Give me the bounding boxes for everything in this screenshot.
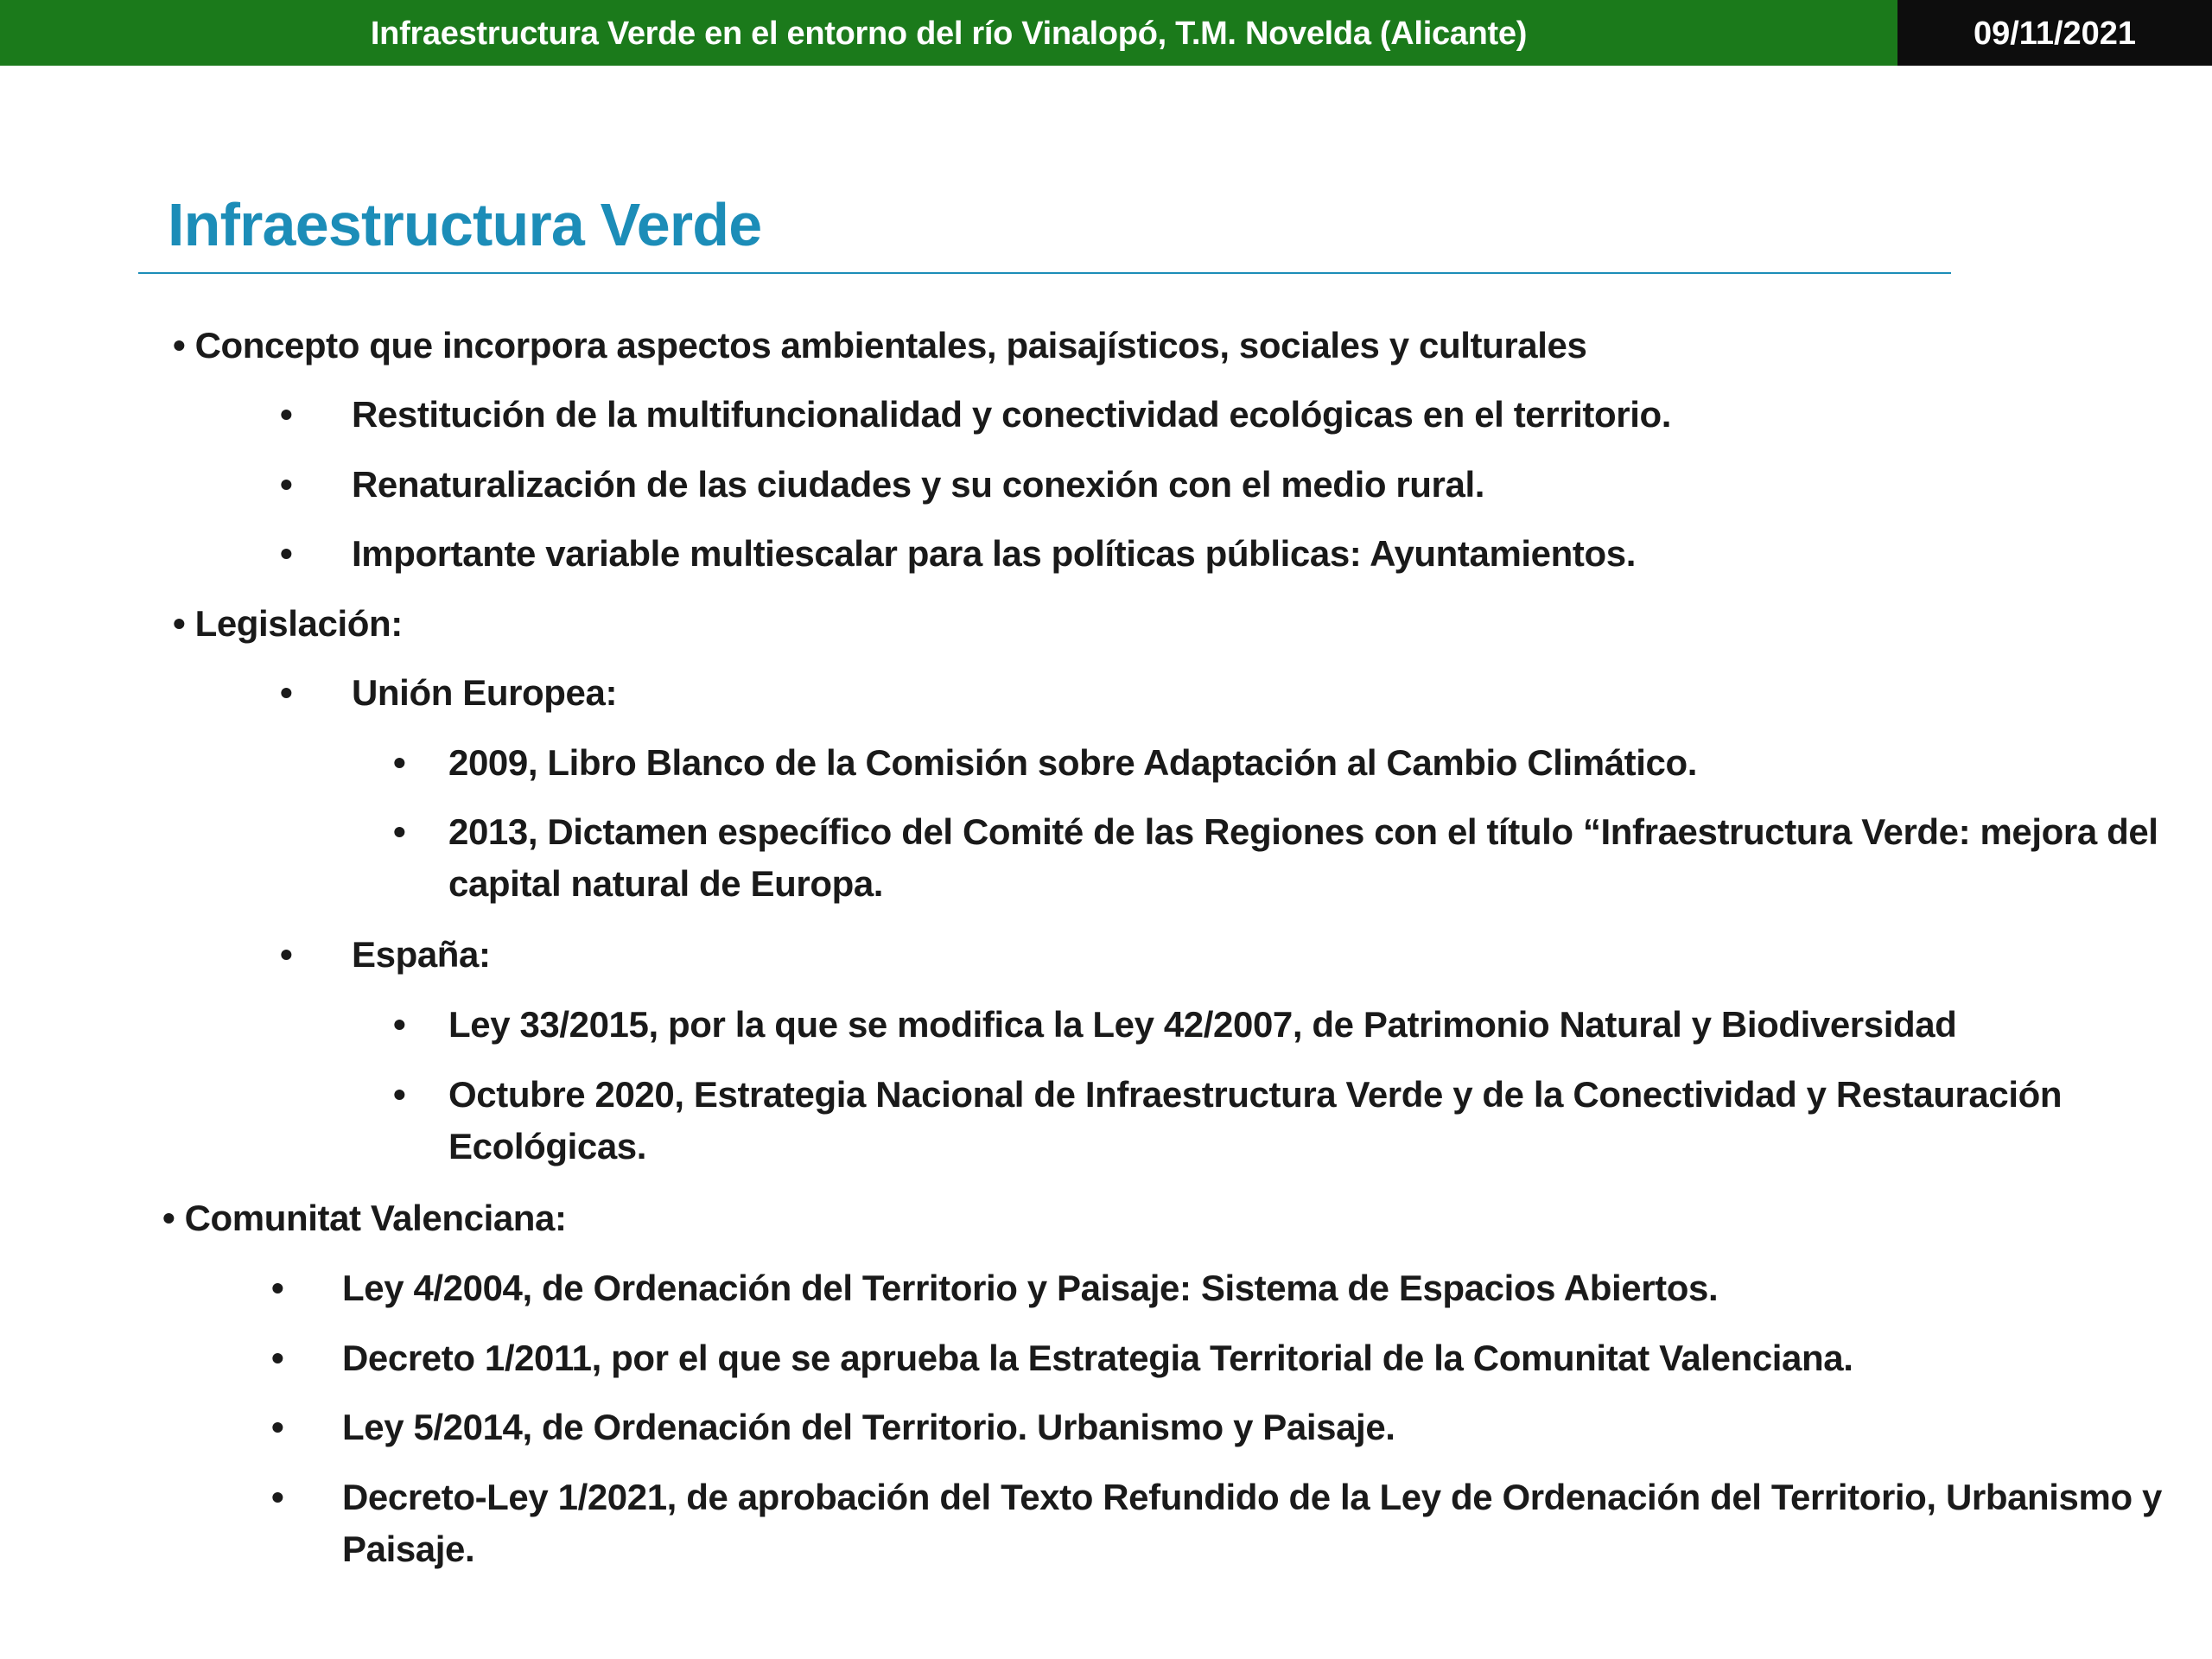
list-item: Decreto-Ley 1/2021, de aprobación del Texto Refundido de la Ley de Ordenación del Territorio, Urbanismo y Paisaje. bbox=[342, 1477, 2162, 1569]
bullet-dot: • bbox=[393, 742, 406, 783]
bullet-dot: • bbox=[271, 1338, 284, 1378]
bullet-dot: • bbox=[280, 533, 293, 574]
bullet-dot: • bbox=[393, 811, 406, 852]
bullet-dot: • bbox=[271, 1268, 284, 1308]
header-bar bbox=[0, 0, 2212, 66]
list-item: Decreto 1/2011, por el que se aprueba la Estrategia Territorial de la Comunitat Valenciana. bbox=[342, 1338, 1853, 1378]
bullet-dot: • bbox=[280, 464, 293, 505]
bullet-dot: • bbox=[280, 394, 293, 435]
list-item: Octubre 2020, Estrategia Nacional de Infraestructura Verde y de la Conectividad y Restauración Ecológicas. bbox=[448, 1074, 2063, 1166]
bullet-dot: • bbox=[393, 1004, 406, 1045]
list-item: Renaturalización de las ciudades y su conexión con el medio rural. bbox=[352, 464, 1484, 505]
slide-title: Infraestructura Verde bbox=[168, 191, 762, 258]
bullet-comunitat-valenciana: • Comunitat Valenciana: bbox=[162, 1198, 567, 1238]
bullet-dot: • bbox=[271, 1407, 284, 1447]
subheading-espana: España: bbox=[352, 934, 491, 975]
bullet-concepto: • Concepto que incorpora aspectos ambientales, paisajísticos, sociales y culturales bbox=[173, 325, 1587, 365]
bullet-dot: • bbox=[280, 672, 293, 713]
list-item: Ley 4/2004, de Ordenación del Territorio y Paisaje: Sistema de Espacios Abiertos. bbox=[342, 1268, 1719, 1308]
list-item: Ley 5/2014, de Ordenación del Territorio. Urbanismo y Paisaje. bbox=[342, 1407, 1395, 1447]
list-item: 2013, Dictamen específico del Comité de las Regiones con el título “Infraestructura Verde: mejora del capital natural de Europa. bbox=[448, 811, 2158, 904]
list-item: Ley 33/2015, por la que se modifica la Ley 42/2007, de Patrimonio Natural y Biodiversidad bbox=[448, 1004, 1957, 1045]
subheading-union-europea: Unión Europea: bbox=[352, 672, 618, 713]
list-item: 2009, Libro Blanco de la Comisión sobre Adaptación al Cambio Climático. bbox=[448, 742, 1698, 783]
bullet-dot: • bbox=[280, 934, 293, 975]
header-date: 09/11/2021 bbox=[1897, 0, 2212, 66]
bullet-legislacion: • Legislación: bbox=[173, 603, 403, 644]
bullet-dot: • bbox=[271, 1477, 284, 1517]
header-title: Infraestructura Verde en el entorno del río Vinalopó, T.M. Novelda (Alicante) bbox=[370, 16, 1528, 52]
title-divider bbox=[138, 272, 1951, 274]
bullet-dot: • bbox=[393, 1074, 406, 1115]
list-item: Importante variable multiescalar para las políticas públicas: Ayuntamientos. bbox=[352, 533, 1636, 574]
list-item: Restitución de la multifuncionalidad y conectividad ecológicas en el territorio. bbox=[352, 394, 1671, 435]
